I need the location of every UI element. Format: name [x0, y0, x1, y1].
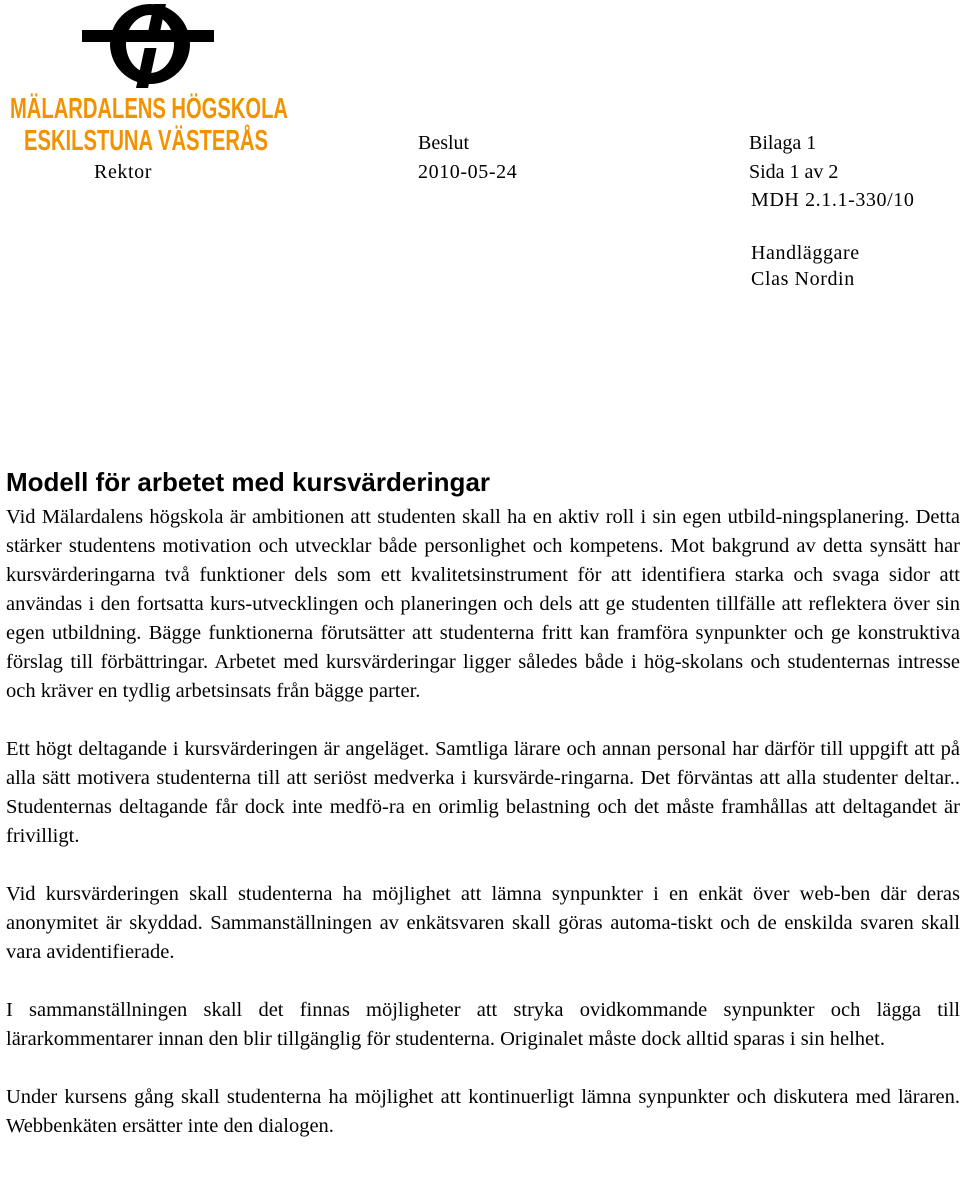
- logo-emblem-icon: [4, 0, 410, 160]
- sender: Rektor: [94, 161, 153, 183]
- date: 2010-05-24: [418, 161, 518, 183]
- paragraph-3: Vid kursvärderingen skall studenterna ha möjlighet att lämna synpunkter i en enkät över web-ben där deras anonymitet är skyddad. Sammanställningen av enkätsvaren skall göras automa-tiskt och de enskilda svaren skall vara avidentifierade.: [6, 883, 960, 963]
- document-title: Modell för arbetet med kursvärderingar: [6, 467, 491, 497]
- attachment-label: Bilaga 1: [749, 132, 817, 154]
- reference-number: MDH 2.1.1-330/10: [751, 189, 915, 211]
- paragraph-4: I sammanställningen skall det finnas möjligheter att stryka ovidkommande synpunkter och lägga till lärarkommentarer innan den blir tillgänglig för studenterna. Originalet måste dock alltid sparas i sin helhet.: [6, 999, 960, 1050]
- logo-line-2: ESKILSTUNA VÄSTERÅS: [24, 125, 375, 157]
- paragraph-2: Ett högt deltagande i kursvärderingen är angeläget. Samtliga lärare och annan personal har därför till uppgift att på alla sätt motivera studenterna till att seriöst medverka i kursvärde-ringarna. Det förväntas att alla studenter deltar.. Studenternas deltagande får dock inte medfö-ra en orimlig belastning och det måste framhållas att deltagandet är frivilligt.: [6, 738, 960, 847]
- university-logo: [4, 0, 410, 160]
- handler-name: Clas Nordin: [751, 268, 855, 290]
- logo-line-1: MÄLARDALENS HÖGSKOLA: [10, 93, 410, 125]
- doc-type: Beslut: [418, 132, 470, 154]
- paragraph-1: Vid Mälardalens högskola är ambitionen att studenten skall ha en aktiv roll i sin egen utbild-ningsplanering. Detta stärker studentens motivation och utvecklar både personlighet och kompetens. Mot bakgrund av detta synsätt har kursvärderingarna två funktioner dels som ett kvalitetsinstrument för att identifiera starka och svaga sidor att användas i den fortsatta kurs-utvecklingen och planeringen och dels att ge studenten tillfälle att reflektera över sin egen utbildning. Bägge funktionerna förutsätter att studenterna fritt kan framföra synpunkter och ge konstruktiva förslag till förbättringar. Arbetet med kursvärderingar ligger således både i hög-skolans och studenternas intresse och kräver en tydlig arbetsinsats från bägge parter.: [6, 506, 960, 702]
- page-indicator: Sida 1 av 2: [749, 161, 839, 183]
- handler-label: Handläggare: [751, 242, 860, 264]
- paragraph-5: Under kursens gång skall studenterna ha möjlighet att kontinuerligt lämna synpunkter och diskutera med läraren. Webbenkäten ersätter inte den dialogen.: [6, 1086, 960, 1137]
- document-body: [6, 503, 960, 1170]
